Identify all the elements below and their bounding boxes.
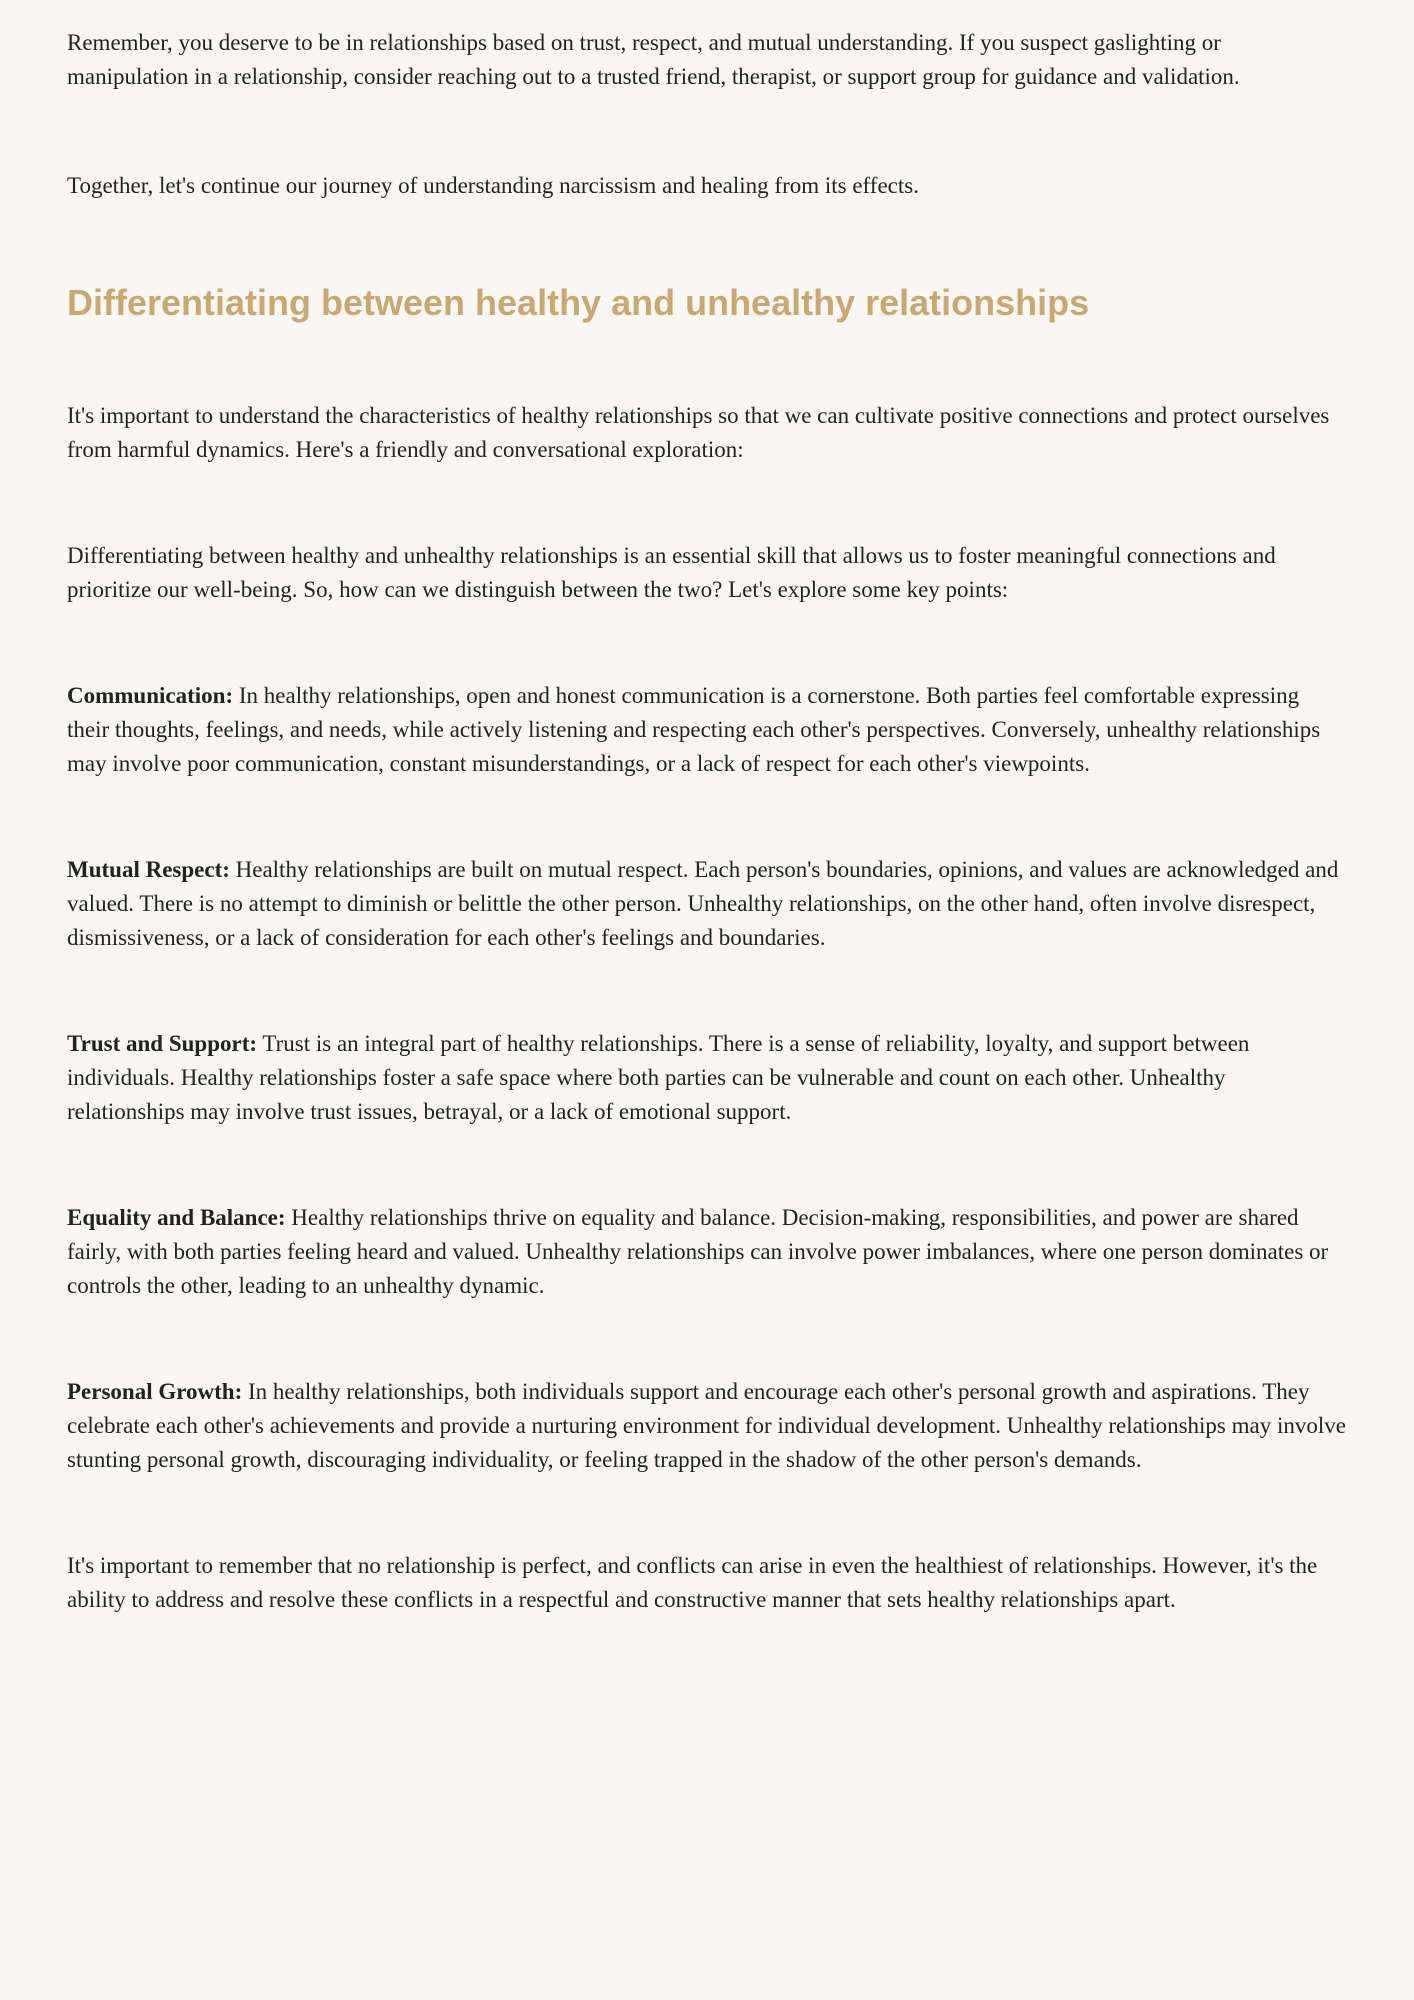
point-term: Personal Growth:	[67, 1379, 243, 1404]
point-term: Trust and Support:	[67, 1031, 258, 1056]
point-text: In healthy relationships, both individuals support and encourage each other's personal growth and aspirations. They celebrate each other's achievements and provide a nurturing environment for individual development. Unhealthy relationships may involve stunting personal growth, discouraging individuality, or feeling trapped in the shadow of the other person's demands.	[67, 1379, 1346, 1472]
lead-paragraph-1: It's important to understand the characteristics of healthy relationships so that we can cultivate positive connections and protect ourselves from harmful dynamics. Here's a friendly and conversational exploration:	[67, 403, 1330, 462]
point-mutual-respect	[67, 853, 1347, 955]
point-text: In healthy relationships, open and honest communication is a cornerstone. Both parties feel comfortable expressing their thoughts, feelings, and needs, while actively listening and respecting each other's perspectives. Conversely, unhealthy relationships may involve poor communication, constant misunderstandings, or a lack of respect for each other's viewpoints.	[67, 683, 1321, 776]
point-personal-growth	[67, 1375, 1347, 1477]
point-trust-and-support	[67, 1027, 1347, 1129]
closing-paragraph: It's important to remember that no relationship is perfect, and conflicts can arise in even the healthiest of relationships. However, it's the ability to address and resolve these conflicts in a respectful and constructive manner that sets healthy relationships apart.	[67, 1553, 1318, 1612]
point-text: Healthy relationships are built on mutual respect. Each person's boundaries, opinions, and values are acknowledged and valued. There is no attempt to diminish or belittle the other person. Unhealthy relationships, on the other hand, often involve disrespect, dismissiveness, or a lack of consideration for each other's feelings and boundaries.	[67, 857, 1339, 950]
point-term: Mutual Respect:	[67, 857, 230, 882]
point-text: Healthy relationships thrive on equality and balance. Decision-making, responsibilities, and power are shared fairly, with both parties feeling heard and valued. Unhealthy relationships can involve power imbalances, where one person dominates or controls the other, leading to an unhealthy dynamic.	[67, 1205, 1329, 1298]
lead-paragraph-2: Differentiating between healthy and unhealthy relationships is an essential skill that allows us to foster meaningful connections and prioritize our well-being. So, how can we distinguish between the two? Let's explore some key points:	[67, 543, 1276, 602]
point-term: Communication:	[67, 683, 234, 708]
section-heading: Differentiating between healthy and unhealthy relationships	[67, 282, 1090, 323]
intro-paragraph-1: Remember, you deserve to be in relationships based on trust, respect, and mutual understanding. If you suspect gaslighting or manipulation in a relationship, consider reaching out to a trusted friend, therapist, or support group for guidance and validation.	[67, 30, 1240, 89]
point-communication	[67, 679, 1347, 781]
point-term: Equality and Balance:	[67, 1205, 286, 1230]
intro-paragraph-2: Together, let's continue our journey of understanding narcissism and healing from its effects.	[67, 173, 919, 198]
point-equality-and-balance	[67, 1201, 1347, 1303]
point-text: Trust is an integral part of healthy relationships. There is a sense of reliability, loyalty, and support between individuals. Healthy relationships foster a safe space where both parties can be vulnerable and count on each other. Unhealthy relationships may involve trust issues, betrayal, or a lack of emotional support.	[67, 1031, 1250, 1124]
